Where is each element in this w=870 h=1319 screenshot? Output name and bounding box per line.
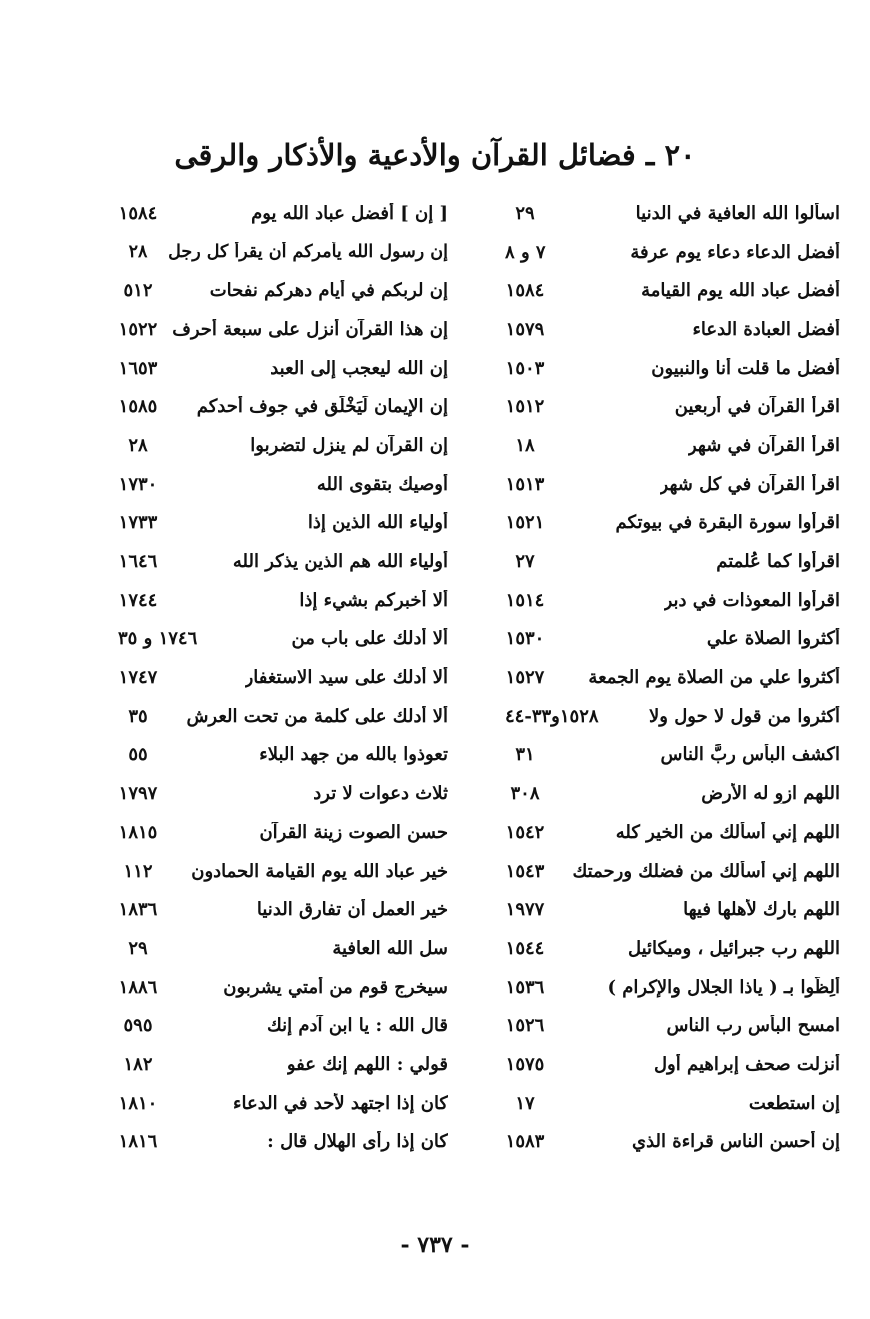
entry-text: كان إذا رأى الهلال قال : (267, 1131, 448, 1153)
index-entry (505, 271, 840, 310)
entry-text: اقرأ القرآن في أربعين (674, 396, 840, 418)
index-entry (118, 194, 448, 233)
entry-text: اقرأ القرآن في شهر (688, 434, 840, 456)
entry-reference-number: ٣١ (515, 744, 535, 766)
section-title: ٢٠ ـ فضائل القرآن والأدعية والأذكار والرقى (174, 138, 696, 172)
index-entry (118, 736, 448, 775)
entry-text: أولياء الله هم الذين يذكر الله (232, 551, 448, 573)
entry-reference-number: ٥٥ (128, 744, 148, 766)
index-entry (118, 813, 448, 852)
index-entry (505, 194, 840, 233)
index-entry (505, 233, 840, 272)
entry-text: أنزلت صحف إبراهيم أول (653, 1053, 840, 1075)
entry-text: كان إذا اجتهد لأحد في الدعاء (233, 1092, 448, 1114)
entry-reference-number: ١٨١٦ (118, 1131, 158, 1153)
entry-reference-number: ٢٨ (128, 434, 148, 456)
index-entry (505, 697, 840, 736)
entry-reference-number: ١٧٩٧ (118, 783, 158, 805)
entry-text: اللهم إني أسألك من فضلك ورحمتك (572, 860, 840, 882)
index-entry (505, 774, 840, 813)
entry-text: سيخرج قوم من أمتي يشربون (223, 976, 448, 998)
entry-text: اللهم إني أسألك من الخير كله (615, 821, 840, 843)
entry-text: تعوذوا بالله من جهد البلاء (259, 744, 448, 766)
entry-text: أوصيك بتقوى الله (316, 473, 448, 495)
entry-reference-number: ١٥١٣ (505, 473, 545, 495)
entry-reference-number: ٥٩٥ (123, 1015, 153, 1037)
index-entry (505, 542, 840, 581)
entry-reference-number: ٢٧ (515, 551, 535, 573)
entry-text: ألا أدلك على باب من (291, 628, 448, 650)
entry-reference-number: ١٥٢٧ (505, 667, 545, 689)
entry-reference-number: ١٨١٥ (118, 821, 158, 843)
entry-text: إن الإيمان لَيَخْلَق في جوف أحدكم (196, 396, 448, 418)
entry-reference-number: ١٩٧٧ (505, 899, 545, 921)
index-entry (505, 1006, 840, 1045)
index-entry (118, 968, 448, 1007)
entry-reference-number: ١٧٤٦ و ٣٥ (118, 628, 198, 650)
index-entry (118, 581, 448, 620)
entry-text: ألا أدلك على كلمة من تحت العرش (186, 705, 448, 727)
entry-reference-number: ٥١٢ (123, 280, 153, 302)
index-column-left (118, 194, 448, 1202)
index-entry (118, 1123, 448, 1162)
entry-reference-number: ١٥١٤ (505, 589, 545, 611)
index-entry (118, 929, 448, 968)
entry-text: أفضل العبادة الدعاء (692, 318, 840, 340)
entry-text: اسألوا الله العافية في الدنيا (635, 202, 840, 224)
entry-reference-number: ١١٢ (123, 860, 153, 882)
entry-text: إن لربكم في أيام دهركم نفحات (209, 280, 448, 302)
entry-reference-number: ١٦٤٦ (118, 551, 158, 573)
entry-reference-number: ٧ و ٨ (505, 241, 546, 263)
entry-text: أفضل عباد الله يوم القيامة (641, 280, 840, 302)
entry-text: إن استطعت (748, 1092, 840, 1114)
entry-reference-number: ١٧٣٣ (118, 512, 158, 534)
entry-reference-number: ١٥٣٦ (505, 976, 545, 998)
entry-text: أولياء الله الذين إذا (307, 512, 448, 534)
entry-reference-number: ٣٥ (128, 705, 148, 727)
entry-reference-number: ٢٩ (128, 937, 148, 959)
entry-reference-number: ١٥٨٤ (505, 280, 545, 302)
index-entry (505, 426, 840, 465)
index-entry (118, 310, 448, 349)
entry-text: أفضل ما قلت أنا والنبيون (651, 357, 840, 379)
index-entry (505, 1045, 840, 1084)
entry-reference-number: ١٦٥٣ (118, 357, 158, 379)
entry-reference-number: ١٥٠٣ (505, 357, 545, 379)
index-entry (505, 852, 840, 891)
entry-text: اقرأوا كما عُلمتم (716, 551, 840, 573)
entry-text: اقرأوا المعوذات في دبر (663, 589, 840, 611)
entry-reference-number: ١٨٨٦ (118, 976, 158, 998)
index-entry (118, 1006, 448, 1045)
entry-reference-number: ١٧٣٠ (118, 473, 158, 495)
index-entry (505, 736, 840, 775)
entry-reference-number: ١٥٤٤ (505, 937, 545, 959)
index-entry (118, 852, 448, 891)
index-column-right (505, 194, 840, 1202)
entry-text: اللهم ازوِ له الأرض (701, 783, 840, 805)
index-entry (118, 658, 448, 697)
index-entry (118, 349, 448, 388)
entry-reference-number: ١٨١٠ (118, 1092, 158, 1114)
entry-reference-number: ١٥٤٣ (505, 860, 545, 882)
index-entry (505, 504, 840, 543)
entry-text: خير عباد الله يوم القيامة الحمادون (191, 860, 448, 882)
entry-reference-number: ١٥٢٢ (118, 318, 158, 340)
index-entry (505, 658, 840, 697)
index-entry (118, 890, 448, 929)
entry-reference-number: ٢٩ (515, 202, 535, 224)
entry-reference-number: ١٥٧٥ (505, 1053, 545, 1075)
index-entry (505, 890, 840, 929)
entry-text: إن الله ليعجب إلى العبد (270, 357, 448, 379)
index-entry (118, 774, 448, 813)
index-entry (505, 310, 840, 349)
entry-reference-number: ١٥٧٩ (505, 318, 545, 340)
index-entry (118, 465, 448, 504)
entry-text: أَلِظُّوا بـ ( ياذا الجلال والإكرام ) (607, 976, 840, 998)
entry-text: [ إن ] أفضل عباد الله يوم (251, 202, 448, 224)
entry-reference-number: ١٥٨٥ (118, 396, 158, 418)
entry-reference-number: ١٧ (515, 1092, 535, 1114)
entry-text: ثلاث دعوات لا ترد (313, 783, 448, 805)
entry-text: إن هذا القرآن أنزل على سبعة أحرف (172, 318, 448, 340)
index-entry (118, 387, 448, 426)
index-entry (118, 233, 448, 272)
index-entry (118, 542, 448, 581)
entry-text: ألا أخبركم بشيء إذا (299, 589, 448, 611)
entry-reference-number: ١٨ (515, 434, 535, 456)
entry-text: أكثروا علي من الصلاة يوم الجمعة (588, 667, 840, 689)
index-entry (505, 387, 840, 426)
entry-text: اللهم بارك لأهلها فيها (683, 899, 840, 921)
index-entry (505, 581, 840, 620)
entry-reference-number: ١٥٨٣ (505, 1131, 545, 1153)
entry-text: اقرأوا سورة البقرة في بيوتكم (615, 512, 840, 534)
entry-reference-number: ١٧٤٧ (118, 667, 158, 689)
entry-reference-number: ١٥٨٤ (118, 202, 158, 224)
entry-text: إن رسول الله يأمركم أن يقرأ كل رجل (168, 242, 448, 263)
entry-reference-number: ١٥١٢ (505, 396, 545, 418)
index-entry (118, 504, 448, 543)
entry-text: أكثروا من قول لا حول ولا (648, 705, 840, 727)
index-entry (505, 968, 840, 1007)
index-entry (505, 620, 840, 659)
entry-text: اقرأ القرآن في كل شهر (659, 473, 840, 495)
entry-text: إن أحسن الناس قراءة الذي (631, 1131, 840, 1153)
entry-reference-number: ١٥٤٢ (505, 821, 545, 843)
entry-text: أكثروا الصلاة علي (706, 628, 840, 650)
entry-reference-number: ١٥٢١ (505, 512, 545, 534)
page-number: - ٧٣٧ - (400, 1232, 470, 1258)
entry-reference-number: ٣٠٨ (510, 783, 540, 805)
index-entry (118, 1045, 448, 1084)
entry-text: خير العمل أن تفارق الدنيا (256, 899, 448, 921)
entry-reference-number: ١٥٣٠ (505, 628, 545, 650)
index-entry (118, 271, 448, 310)
entry-reference-number: ١٨٣٦ (118, 899, 158, 921)
index-entry (118, 426, 448, 465)
index-entry (118, 620, 448, 659)
entry-text: اللهم رب جبرائيل ، وميكائيل (627, 937, 840, 959)
entry-text: سل الله العافية (332, 937, 448, 959)
index-entry (118, 1084, 448, 1123)
entry-text: ألا أدلك على سيد الاستغفار (244, 667, 448, 689)
entry-text: امسح البأس رب الناس (666, 1015, 840, 1037)
index-entry (505, 929, 840, 968)
index-entry (505, 1084, 840, 1123)
entry-reference-number: ١٧٤٤ (118, 589, 158, 611)
entry-text: قولي : اللهم إنك عفو (286, 1053, 448, 1075)
entry-reference-number: ٢٨ (128, 242, 148, 263)
entry-reference-number: ١٥٢٨و٣٣-٤٤ (505, 705, 599, 727)
index-entry (505, 1123, 840, 1162)
entry-text: قال الله : يا ابن آدم إنك (266, 1015, 448, 1037)
entry-reference-number: ١٥٢٦ (505, 1015, 545, 1037)
index-entry (505, 465, 840, 504)
index-entry (505, 813, 840, 852)
entry-text: إن القرآن لم ينزل لتضربوا (250, 434, 448, 456)
entry-text: أفضل الدعاء دعاء يوم عرفة (630, 241, 840, 263)
entry-text: اكشف البأس ربَّ الناس (660, 744, 840, 766)
index-entry (118, 697, 448, 736)
entry-reference-number: ١٨٢ (123, 1053, 153, 1075)
index-entry (505, 349, 840, 388)
entry-text: حسن الصوت زينة القرآن (259, 821, 448, 843)
